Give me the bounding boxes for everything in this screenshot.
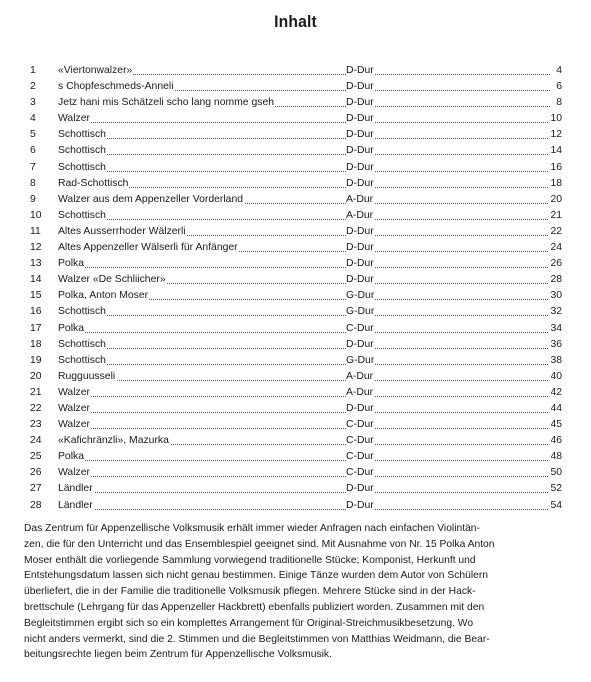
toc-title: Polka [58,321,85,337]
dot-leader [58,427,346,429]
paragraph-line: Entstehungsdatum lassen sich nicht genau bestimmen. Einige Tänze wurden dem Autor von Schülern [24,570,489,582]
dot-leader [346,89,550,91]
toc-number: 16 [30,304,54,320]
toc-page-number: 10 [549,111,562,127]
toc-page-number: 38 [549,353,562,369]
toc-page-number: 22 [549,224,562,240]
toc-key: A-Dur [346,192,374,208]
toc-number: 6 [30,143,54,159]
toc-key: D-Dur [346,127,375,143]
toc-page-number: 48 [549,449,562,465]
toc-key: D-Dur [346,160,375,176]
toc-title: Schottisch [58,127,107,143]
dot-leader [346,250,550,252]
toc-number: 23 [30,417,54,433]
dot-leader [346,459,550,461]
toc-page-number: 16 [549,160,562,176]
toc-row [30,401,562,417]
dot-leader [346,218,550,220]
dot-leader [346,491,550,493]
toc-title: Walzer [58,385,91,401]
table-of-contents [30,63,562,514]
toc-title: Jetz hani mis Schätzeli scho lang nomme gseh [58,95,275,111]
toc-page-number: 18 [549,176,562,192]
dot-leader [346,395,550,397]
toc-title: Walzer [58,111,91,127]
toc-key: D-Dur [346,240,375,256]
toc-title: Schottisch [58,304,107,320]
toc-number: 7 [30,160,54,176]
toc-title: Altes Ausserrhoder Wälzerli [58,224,187,240]
toc-row [30,272,562,288]
toc-row [30,111,562,127]
dot-leader [346,153,550,155]
dot-leader [58,475,346,477]
dot-leader [346,475,550,477]
dot-leader [346,73,550,75]
toc-row [30,79,562,95]
dot-leader [346,202,550,204]
toc-page-number: 50 [549,465,562,481]
page-title: Inhalt [274,12,317,31]
dot-leader [58,411,346,413]
dot-leader [346,298,550,300]
toc-number: 2 [30,79,54,95]
toc-row [30,465,562,481]
toc-key: G-Dur [346,353,375,369]
dot-leader [346,266,550,268]
toc-title: s Chopfeschmeds-Anneli [58,79,175,95]
toc-number: 13 [30,256,54,272]
toc-number: 5 [30,127,54,143]
toc-title: Walzer aus dem Appenzeller Vorderland [58,192,244,208]
toc-page-number: 6 [555,79,562,95]
toc-key: D-Dur [346,224,375,240]
toc-key: C-Dur [346,321,375,337]
toc-title: Rad-Schottisch [58,176,129,192]
toc-title: Altes Appenzeller Wälserli für Anfänger [58,240,239,256]
toc-page-number: 42 [549,385,562,401]
toc-number: 11 [30,224,54,240]
toc-number: 25 [30,449,54,465]
toc-row [30,224,562,240]
toc-key: D-Dur [346,401,375,417]
toc-row [30,192,562,208]
toc-number: 21 [30,385,54,401]
toc-title: Polka, Anton Moser [58,288,149,304]
toc-page-number: 20 [549,192,562,208]
dot-leader [58,266,346,268]
toc-page-number: 34 [549,321,562,337]
toc-page-number: 36 [549,337,562,353]
toc-number: 18 [30,337,54,353]
toc-number: 9 [30,192,54,208]
toc-number: 3 [30,95,54,111]
dot-leader [346,508,550,510]
toc-row [30,417,562,433]
toc-title: «Viertonwalzer» [58,63,133,79]
paragraph-line: brettschule (Lehrgang für das Appenzeller Hackbrett) ebenfalls publiziert worden. Zusammen mit den [24,601,485,613]
toc-page-number: 28 [549,272,562,288]
toc-page-number: 44 [549,401,562,417]
dot-leader [346,331,550,333]
dot-leader [346,186,550,188]
toc-page-number: 45 [549,417,562,433]
toc-key: G-Dur [346,288,375,304]
toc-page-number: 40 [549,369,562,385]
toc-row [30,95,562,111]
dot-leader [346,363,550,365]
toc-row [30,63,562,79]
toc-number: 26 [30,465,54,481]
toc-key: C-Dur [346,449,375,465]
toc-row [30,449,562,465]
dot-leader [346,170,550,172]
toc-key: D-Dur [346,79,375,95]
toc-number: 15 [30,288,54,304]
paragraph-line: Das Zentrum für Appenzellische Volksmusik erhält immer wieder Anfragen nach einfachen Violintän- [24,523,480,534]
toc-number: 22 [30,401,54,417]
paragraph-line: beitungsrechte liegen beim Zentrum für Appenzellische Volksmusik. [24,649,332,661]
toc-row [30,337,562,353]
toc-title: Schottisch [58,143,107,159]
toc-key: G-Dur [346,304,375,320]
toc-title: Walzer [58,417,91,433]
toc-page-number: 52 [549,481,562,497]
toc-number: 12 [30,240,54,256]
toc-row [30,498,562,514]
toc-row [30,321,562,337]
toc-key: A-Dur [346,385,374,401]
toc-key: C-Dur [346,417,375,433]
dot-leader [346,282,550,284]
toc-row [30,433,562,449]
dot-leader [346,443,550,445]
dot-leader [346,137,550,139]
toc-row [30,385,562,401]
dot-leader [58,508,346,510]
toc-key: A-Dur [346,369,374,385]
dot-leader [346,314,550,316]
toc-row [30,143,562,159]
toc-title: Polka [58,449,85,465]
toc-key: C-Dur [346,465,375,481]
toc-title: Walzer [58,465,91,481]
toc-page-number: 21 [549,208,562,224]
paragraph-line: zen, die für den Unterricht und das Ensemblespiel geeignet sind. Mit Ausnahme von Nr. 15 Polka Anton [24,538,495,550]
toc-page-number: 30 [549,288,562,304]
dot-leader [346,347,550,349]
toc-number: 8 [30,176,54,192]
toc-title: Walzer «De Schliicher» [58,272,167,288]
toc-page-number: 26 [549,256,562,272]
toc-page-number: 12 [549,127,562,143]
intro-paragraph [24,521,568,663]
dot-leader [346,379,550,381]
toc-number: 27 [30,481,54,497]
toc-key: D-Dur [346,111,375,127]
toc-row [30,208,562,224]
toc-row [30,127,562,143]
toc-title: Walzer [58,401,91,417]
toc-row [30,481,562,497]
toc-number: 1 [30,63,54,79]
toc-key: D-Dur [346,63,375,79]
toc-number: 4 [30,111,54,127]
toc-row [30,256,562,272]
toc-row [30,304,562,320]
toc-number: 17 [30,321,54,337]
toc-page-number: 8 [555,95,562,111]
toc-key: A-Dur [346,208,374,224]
toc-key: C-Dur [346,433,375,449]
dot-leader [58,331,346,333]
toc-title: «Kafichränzli», Mazurka [58,433,170,449]
toc-row [30,369,562,385]
toc-key: D-Dur [346,481,375,497]
dot-leader [346,105,550,107]
toc-row [30,288,562,304]
toc-key: D-Dur [346,176,375,192]
toc-title: Ländler [58,498,94,514]
toc-key: D-Dur [346,337,375,353]
toc-page-number: 14 [549,143,562,159]
toc-key: D-Dur [346,272,375,288]
paragraph-line: nicht anders vermerkt, sind die 2. Stimmen und die Begleitstimmen von Matthias Weidmann, die Bear- [24,633,490,645]
toc-title: Rugguusseli [58,369,116,385]
toc-number: 20 [30,369,54,385]
dot-leader [58,395,346,397]
dot-leader [346,427,550,429]
toc-row [30,176,562,192]
toc-page-number: 4 [555,63,562,79]
dot-leader [346,411,550,413]
toc-page-number: 46 [549,433,562,449]
toc-key: D-Dur [346,256,375,272]
toc-page-number: 32 [549,304,562,320]
toc-row [30,160,562,176]
toc-number: 28 [30,498,54,514]
toc-key: D-Dur [346,95,375,111]
toc-number: 19 [30,353,54,369]
paragraph-line: Moser enthält die vorliegende Sammlung vorwiegend traditionelle Stücke; Komponist, Herkunft und [24,554,476,566]
toc-title: Schottisch [58,208,107,224]
toc-title: Schottisch [58,337,107,353]
toc-page-number: 24 [549,240,562,256]
dot-leader [58,459,346,461]
toc-number: 24 [30,433,54,449]
toc-number: 14 [30,272,54,288]
toc-row [30,353,562,369]
paragraph-line: überliefert, die in der Familie die traditionelle Volksmusik pflegen. Mehrere Stücke sind in der Hack- [24,586,476,598]
dot-leader [58,491,346,493]
toc-key: D-Dur [346,498,375,514]
toc-number: 10 [30,208,54,224]
paragraph-line: Begleitstimmen ergibt sich so ein komplettes Arrangement für Original-Streichmusikbesetzung. Wo [24,617,474,629]
toc-title: Polka [58,256,85,272]
toc-page-number: 54 [549,498,562,514]
toc-row [30,240,562,256]
dot-leader [346,234,550,236]
dot-leader [58,121,346,123]
toc-key: D-Dur [346,143,375,159]
toc-title: Ländler [58,481,94,497]
toc-title: Schottisch [58,353,107,369]
toc-title: Schottisch [58,160,107,176]
dot-leader [346,121,550,123]
